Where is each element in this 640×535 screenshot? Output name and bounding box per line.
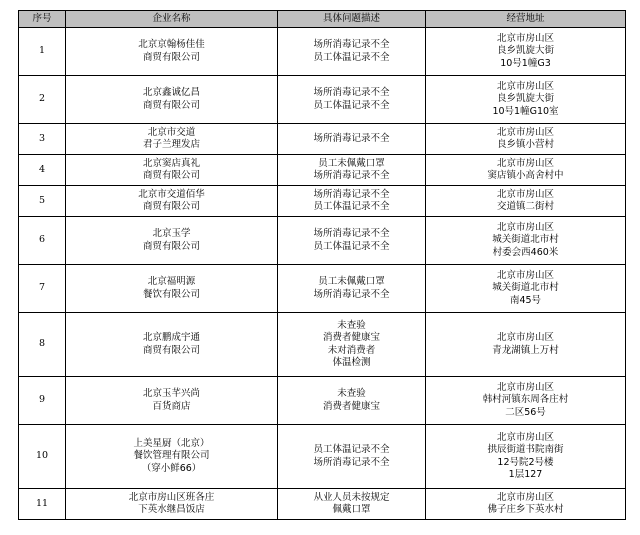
row-issue (278, 186, 426, 217)
cell-line: 员工体温记录不全 (313, 201, 390, 212)
cell-line: 商贸有限公司 (142, 99, 200, 111)
cell-line: 场所消毒记录不全 (313, 228, 390, 239)
row-issue (278, 313, 426, 377)
row-issue (278, 265, 426, 313)
row-issue (278, 377, 426, 425)
row-company-name (66, 186, 278, 217)
row-address (426, 28, 626, 76)
table-body (19, 28, 626, 520)
row-issue (278, 28, 426, 76)
row-company-name (66, 425, 278, 489)
cell-line: 员工未佩戴口罩 (318, 276, 385, 287)
cell-line: 北京市房山区 (496, 80, 554, 92)
cell-line: 百货商店 (152, 400, 191, 412)
row-address (426, 124, 626, 155)
cell-line: 场所消毒记录不全 (313, 170, 390, 181)
cell-line: 北京鹏成宇通 (142, 332, 200, 343)
row-issue (278, 217, 426, 265)
table-row (19, 377, 626, 425)
cell-line: 窦店镇小高舍村中 (487, 170, 564, 181)
cell-line: 北京玉学 (152, 228, 191, 239)
row-company-name (66, 28, 278, 76)
cell-line: 北京市交道佰华 (138, 188, 205, 200)
row-issue (278, 76, 426, 124)
cell-line: 餐饮有限公司 (142, 288, 200, 300)
cell-line: 北京市房山区 (496, 491, 554, 503)
row-company-name (66, 217, 278, 265)
row-company-name (66, 313, 278, 377)
cell-line: 员工体温记录不全 (313, 240, 390, 252)
cell-line: 下英水继昌饭店 (138, 504, 205, 515)
row-seq: 4 (19, 155, 66, 186)
cell-line: 未查验 (337, 388, 366, 399)
table-row (19, 124, 626, 155)
cell-line: 从业人员未按规定 (313, 491, 390, 503)
cell-line: 未查验 (337, 319, 366, 331)
table-row (19, 489, 626, 520)
table-row (19, 186, 626, 217)
row-issue (278, 489, 426, 520)
cell-line: 商贸有限公司 (142, 170, 200, 181)
cell-line: 消费者健康宝 (322, 332, 380, 343)
cell-line: 北京市房山区 (496, 332, 554, 343)
cell-line: 君子兰理发店 (142, 139, 200, 150)
cell-line: 城关街道北市村 (492, 234, 559, 246)
table-row (19, 265, 626, 313)
row-address (426, 313, 626, 377)
row-company-name (66, 489, 278, 520)
cell-line: 员工体温记录不全 (313, 51, 390, 63)
cell-line: 良乡凯旋大街 (496, 45, 554, 57)
header-issue: 具体问题描述 (278, 11, 426, 28)
row-address (426, 155, 626, 186)
table-header-row (19, 11, 626, 28)
cell-line: 韩村河镇东周各庄村 (482, 394, 569, 406)
cell-line: 北京市房山区班各庄 (128, 491, 215, 503)
cell-line: 青龙湖镇上万村 (492, 344, 559, 356)
cell-line: 北京市房山区 (496, 188, 554, 200)
cell-line: 上美星厨（北京） (133, 437, 210, 449)
row-company-name (66, 377, 278, 425)
cell-line: 北京市交道 (147, 126, 196, 138)
cell-line: 拱辰街道书院南街 (487, 444, 564, 455)
cell-line: 10号1幢G10室 (492, 105, 559, 117)
cell-line: 员工体温记录不全 (313, 444, 390, 455)
table-row (19, 28, 626, 76)
cell-line: 北京市房山区 (496, 269, 554, 281)
table-row (19, 425, 626, 489)
row-company-name (66, 265, 278, 313)
row-company-name (66, 155, 278, 186)
cell-line: 佩戴口罩 (332, 504, 371, 515)
row-seq: 11 (19, 489, 66, 520)
cell-line: 二区56号 (505, 406, 546, 418)
cell-line: 商贸有限公司 (142, 240, 200, 252)
cell-line: 1层127 (508, 469, 543, 480)
table-row (19, 155, 626, 186)
cell-line: 城关街道北市村 (492, 282, 559, 294)
row-company-name (66, 124, 278, 155)
row-seq: 7 (19, 265, 66, 313)
row-seq: 1 (19, 28, 66, 76)
row-company-name (66, 76, 278, 124)
row-seq: 3 (19, 124, 66, 155)
cell-line: 未对消费者 (327, 344, 376, 356)
cell-line: 北京京翰杨佳佳 (138, 39, 205, 50)
cell-line: 北京玉芊兴尚 (142, 388, 200, 399)
cell-line: 南45号 (509, 294, 542, 306)
cell-line: 北京市房山区 (496, 157, 554, 169)
row-seq: 8 (19, 313, 66, 377)
cell-line: 10号1幢G3 (500, 57, 551, 69)
cell-line: 交道镇二街村 (496, 201, 554, 212)
row-seq: 2 (19, 76, 66, 124)
row-issue (278, 155, 426, 186)
header-address: 经营地址 (426, 11, 626, 28)
cell-line: 商贸有限公司 (142, 201, 200, 212)
cell-line: 场所消毒记录不全 (313, 188, 390, 200)
cell-line: 场所消毒记录不全 (313, 39, 390, 50)
cell-line: （穿小鲜66） (141, 462, 202, 474)
cell-line: 员工体温记录不全 (313, 99, 390, 111)
cell-line: 北京市房山区 (496, 221, 554, 233)
row-address (426, 377, 626, 425)
row-address (426, 217, 626, 265)
table-row (19, 313, 626, 377)
row-address (426, 76, 626, 124)
cell-line: 村委会西460米 (492, 246, 559, 258)
table-row (19, 217, 626, 265)
cell-line: 北京市房山区 (496, 381, 554, 393)
row-seq: 6 (19, 217, 66, 265)
row-address (426, 265, 626, 313)
cell-line: 商贸有限公司 (142, 51, 200, 63)
cell-line: 员工未佩戴口罩 (318, 157, 385, 169)
cell-line: 北京市房山区 (496, 431, 554, 443)
row-issue (278, 425, 426, 489)
row-seq: 5 (19, 186, 66, 217)
cell-line: 北京窦店真礼 (142, 157, 200, 169)
cell-line: 北京福明源 (147, 276, 196, 287)
cell-line: 佛子庄乡下英水村 (487, 504, 564, 515)
cell-line: 体温检测 (332, 357, 371, 368)
row-seq: 10 (19, 425, 66, 489)
row-address (426, 186, 626, 217)
cell-line: 商贸有限公司 (142, 344, 200, 356)
header-company-name: 企业名称 (66, 11, 278, 28)
table-row (19, 76, 626, 124)
cell-line: 北京鑫诚亿昌 (142, 87, 200, 98)
row-issue (278, 124, 426, 155)
cell-line: 场所消毒记录不全 (313, 87, 390, 98)
cell-line: 12号院2号楼 (497, 456, 554, 468)
cell-line: 餐饮管理有限公司 (133, 450, 210, 462)
cell-line: 北京市房山区 (496, 126, 554, 138)
cell-line: 场所消毒记录不全 (313, 456, 390, 468)
cell-line: 良乡镇小营村 (496, 139, 554, 150)
cell-line: 北京市房山区 (496, 32, 554, 44)
row-address (426, 425, 626, 489)
header-seq: 序号 (19, 11, 66, 28)
inspection-table (18, 10, 626, 520)
cell-line: 消费者健康宝 (322, 400, 380, 412)
cell-line: 良乡凯旋大街 (496, 93, 554, 105)
cell-line: 场所消毒记录不全 (313, 132, 390, 144)
row-seq: 9 (19, 377, 66, 425)
row-address (426, 489, 626, 520)
cell-line: 场所消毒记录不全 (313, 288, 390, 300)
